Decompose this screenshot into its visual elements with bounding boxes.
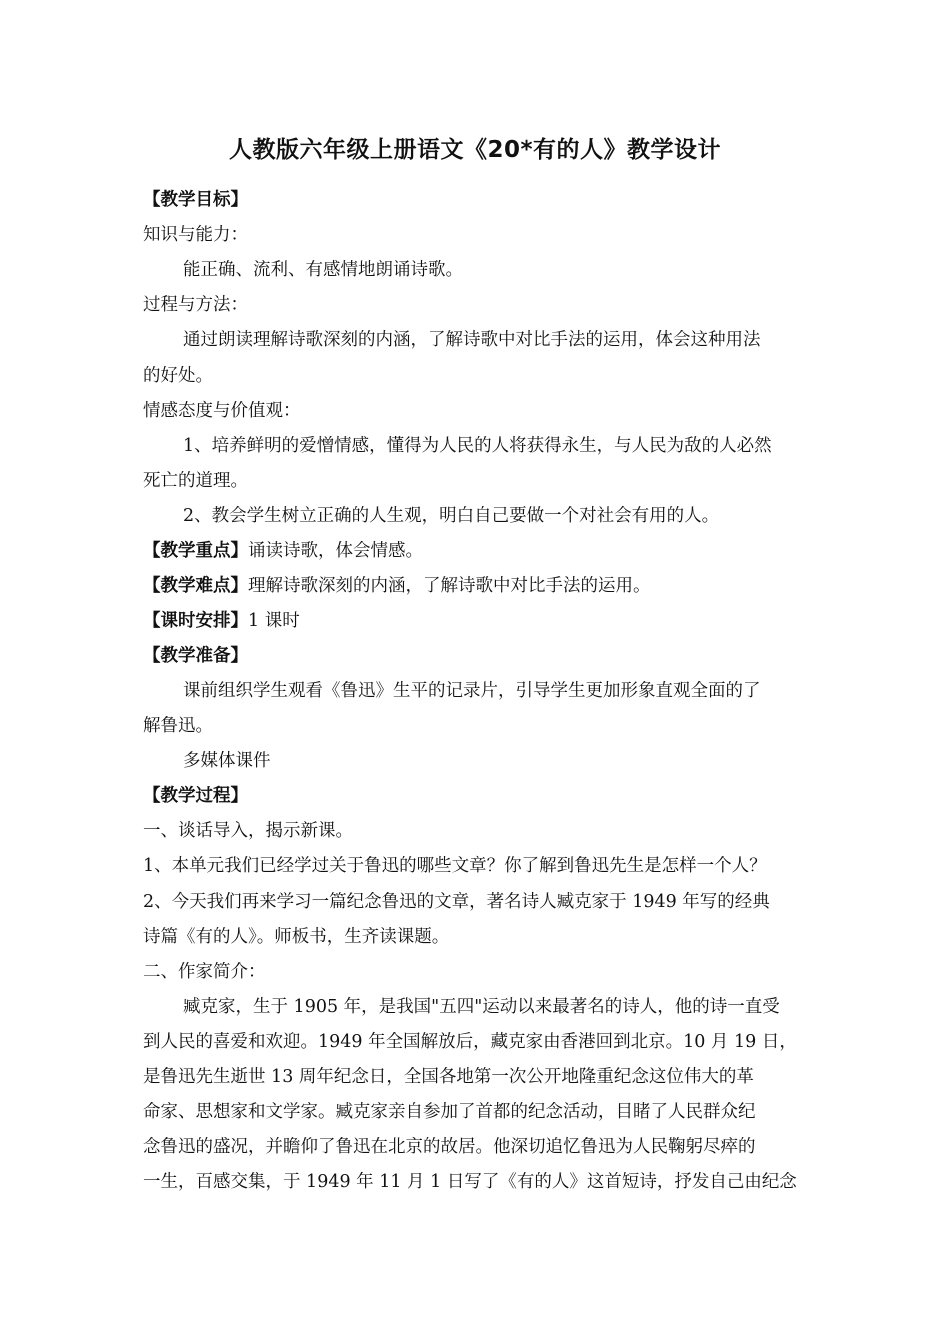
biography-line-1: 臧克家，生于 1905 年，是我国"五四"运动以来最著名的诗人，他的诗一直受 (183, 997, 780, 1017)
section-objectives-heading: 【教学目标】 (143, 190, 248, 210)
schedule-text: 1 课时 (248, 611, 300, 631)
focus-row (143, 538, 815, 564)
biography-line-3: 是鲁迅先生逝世 13 周年纪念日，全国各地第一次公开地隆重纪念这位伟大的革 (143, 1067, 754, 1087)
step-1-question-2b: 诗篇《有的人》。师板书，生齐读课题。 (143, 927, 450, 947)
process-method-label: 过程与方法： (143, 295, 248, 315)
focus-label: 【教学重点】 (143, 541, 248, 561)
difficulty-text: 理解诗歌深刻的内涵，了解诗歌中对比手法的运用。 (248, 576, 651, 596)
section-process-heading: 【教学过程】 (143, 786, 248, 806)
step-2-heading: 二、作家简介： (143, 962, 266, 982)
schedule-row (143, 608, 815, 634)
preparation-text-1b: 解鲁迅。 (143, 716, 213, 736)
attitude-label: 情感态度与价值观： (143, 401, 301, 421)
attitude-item-2: 2、教会学生树立正确的人生观，明白自己要做一个对社会有用的人。 (183, 506, 720, 526)
step-1-question-1: 1、本单元我们已经学过关于鲁迅的哪些文章？你了解到鲁迅先生是怎样一个人？ (143, 856, 767, 876)
knowledge-ability-text: 能正确、流利、有感情地朗诵诗歌。 (183, 260, 463, 280)
preparation-text-2: 多媒体课件 (183, 751, 271, 771)
biography-line-5: 念鲁迅的盛况，并瞻仰了鲁迅在北京的故居。他深切追忆鲁迅为人民鞠躬尽瘁的 (143, 1137, 756, 1157)
attitude-item-1a: 1、培养鲜明的爱憎情感，懂得为人民的人将获得永生，与人民为敌的人必然 (183, 436, 772, 456)
focus-text: 诵读诗歌，体会情感。 (248, 541, 423, 561)
difficulty-row (143, 573, 815, 599)
biography-line-2: 到人民的喜爱和欢迎。1949 年全国解放后，藏克家由香港回到北京。10 月 19 日， (143, 1032, 797, 1052)
biography-line-4: 命家、思想家和文学家。臧克家亲自参加了首都的纪念活动，目睹了人民群众纪 (143, 1102, 756, 1122)
schedule-label: 【课时安排】 (143, 611, 248, 631)
preparation-text-1a: 课前组织学生观看《鲁迅》生平的记录片，引导学生更加形象直观全面的了 (183, 681, 761, 701)
step-1-question-2a: 2、今天我们再来学习一篇纪念鲁迅的文章，著名诗人臧克家于 1949 年写的经典 (143, 892, 770, 912)
knowledge-ability-label: 知识与能力： (143, 225, 248, 245)
biography-line-6: 一生，百感交集，于 1949 年 11 月 1 日写了《有的人》这首短诗，抒发自己由纪念 (143, 1172, 797, 1192)
difficulty-label: 【教学难点】 (143, 576, 248, 596)
process-method-text-1: 通过朗读理解诗歌深刻的内涵，了解诗歌中对比手法的运用，体会这种用法 (183, 330, 761, 350)
document-title: 人教版六年级上册语文《20*有的人》教学设计 (228, 137, 722, 163)
step-1-heading: 一、谈话导入，揭示新课。 (143, 821, 353, 841)
section-preparation-heading: 【教学准备】 (143, 646, 248, 666)
process-method-text-2: 的好处。 (143, 366, 213, 386)
attitude-item-1b: 死亡的道理。 (143, 471, 248, 491)
